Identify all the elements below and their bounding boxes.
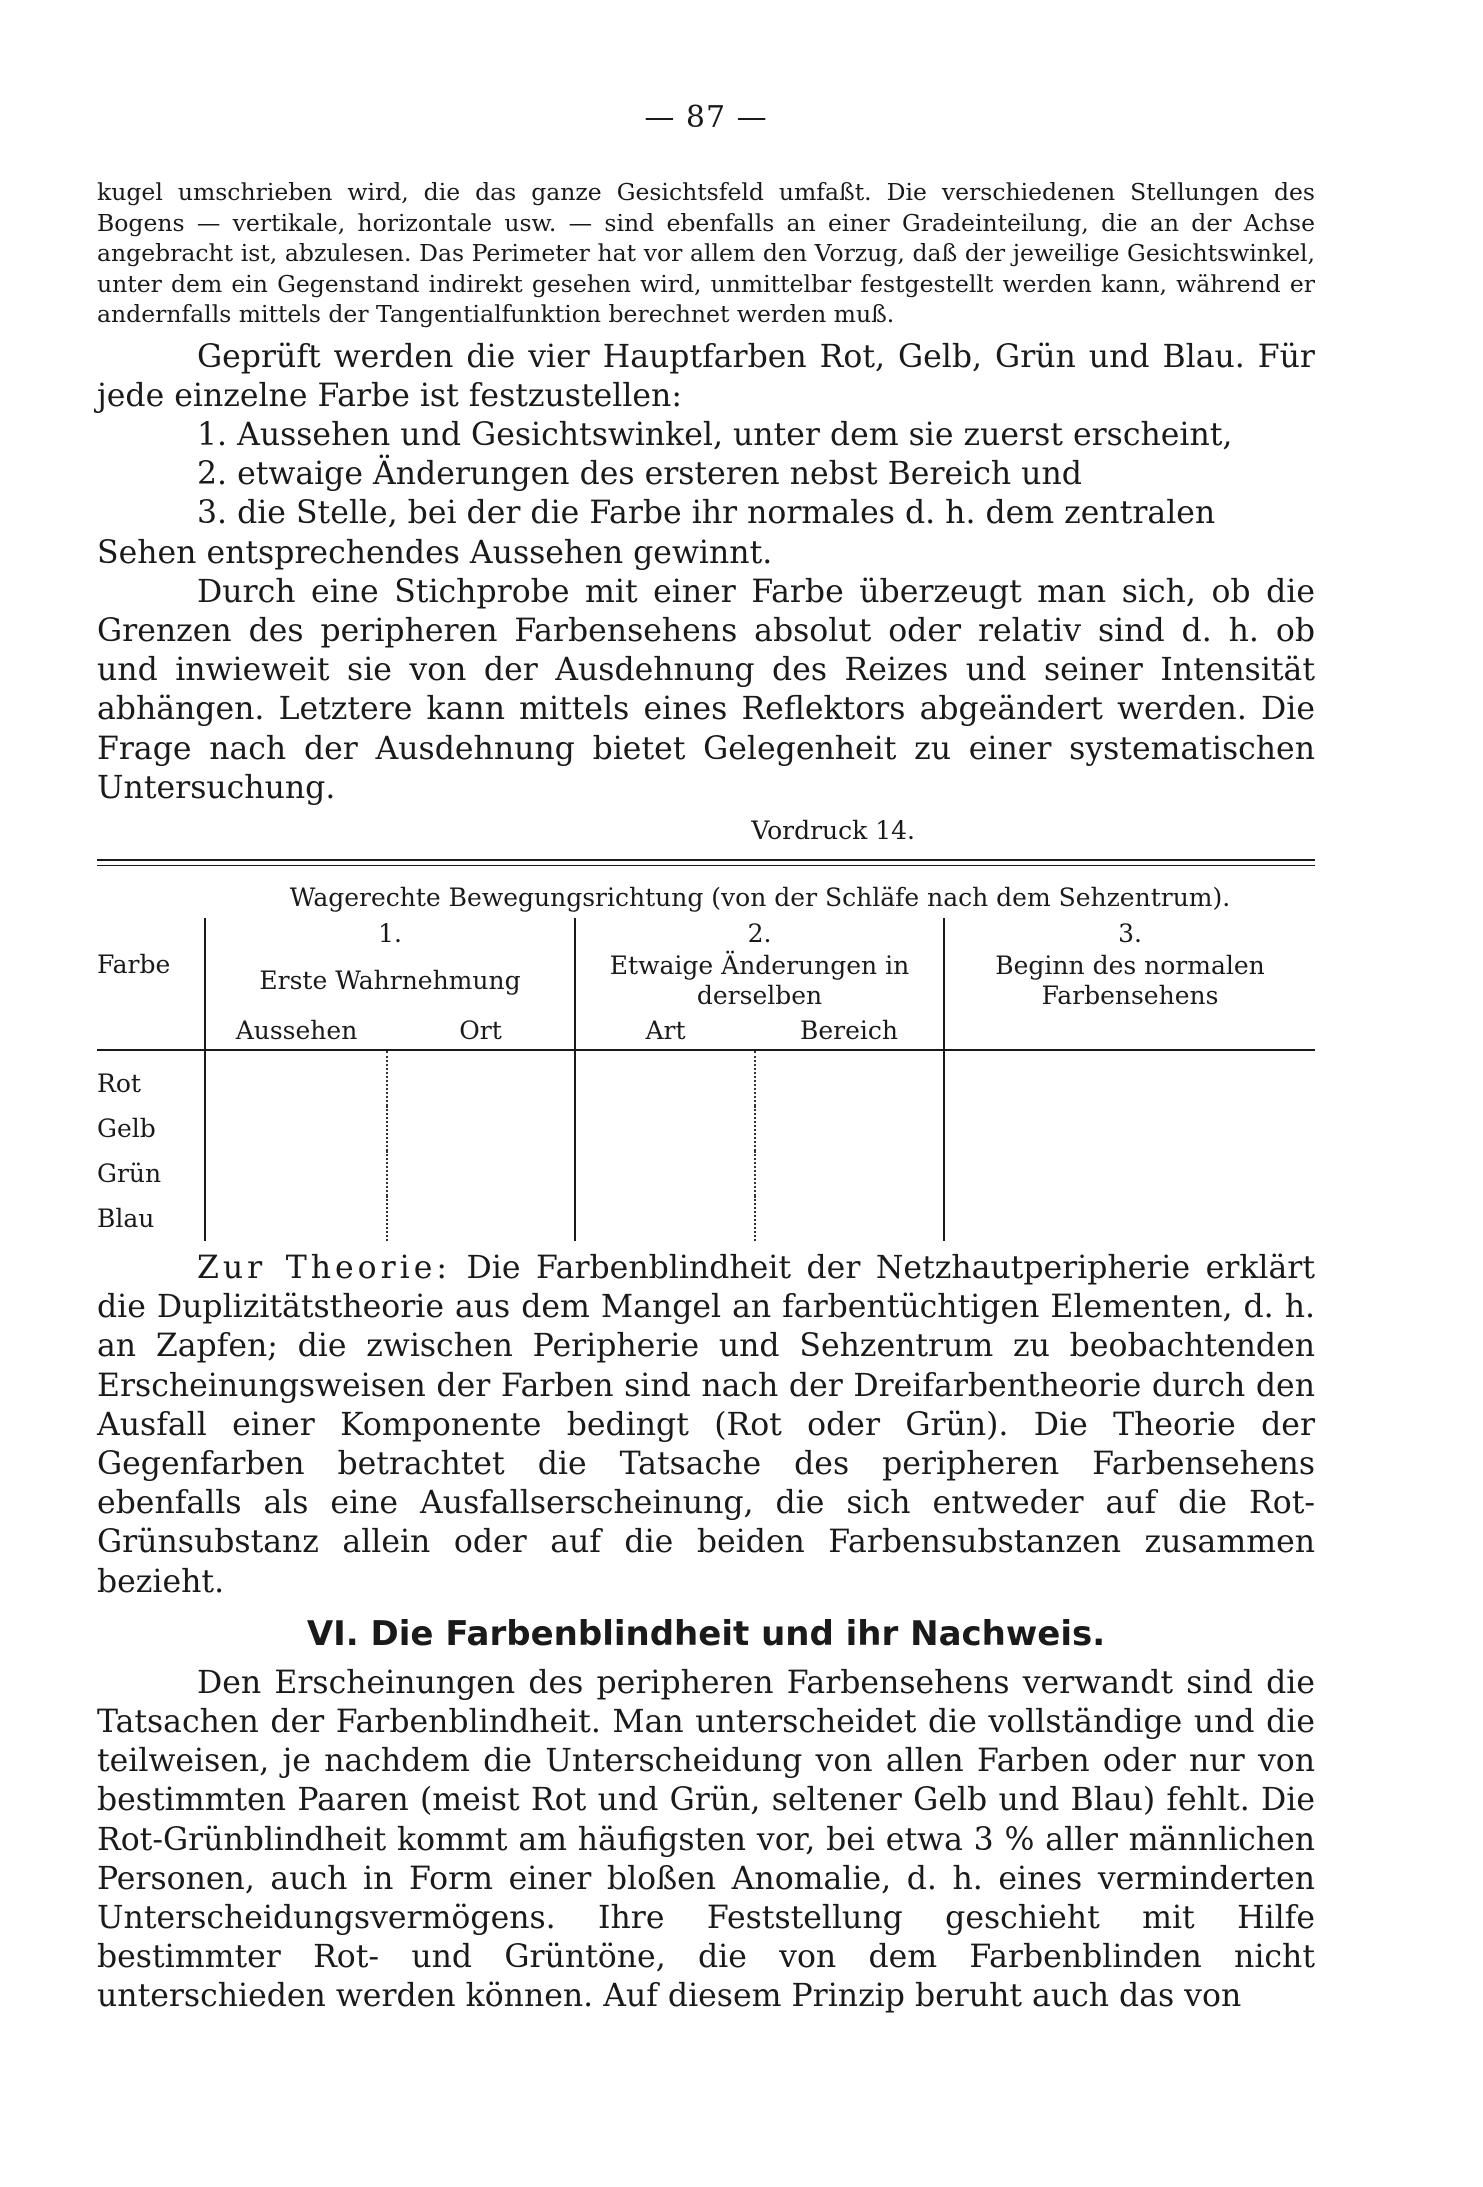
theory-paragraph xyxy=(97,1249,1315,1602)
col1-sub-ort: Ort xyxy=(459,1015,502,1045)
col2-number: 2. xyxy=(575,918,944,950)
list-item: 1. Aussehen und Gesichtswinkel, unter dem sie zuerst erscheint, xyxy=(197,416,1233,453)
section-heading: VI. Die Farbenblindheit und ihr Nachweis. xyxy=(306,1613,1106,1654)
double-rule xyxy=(97,859,1315,866)
col1-sub-aussehen: Aussehen xyxy=(205,1012,387,1050)
theory-text: Die Farbenblindheit der Netzhautperipherie erklärt die Duplizitätstheorie aus dem Mangel an farbentüchtigen Elementen, d. h. an Zapfen; die zwischen Peripherie und Sehzentrum zu beobachtenden Erscheinungsweisen der Farben sind nach der Dreifarbentheorie durch den Ausfall einer Komponente bedingt (Rot oder Grün). Die Theorie der Gegenfarben betrachtet die Tatsache des peripheren Farbensehens ebenfalls als eine Ausfallserscheinung, die sich entweder auf die Rot-Grünsubstanz allein oder auf die beiden Farbensubstanzen zusammen bezieht. xyxy=(97,1249,1315,1600)
row-label-gelb: Gelb xyxy=(97,1113,156,1143)
col1-title: Erste Wahrnehmung xyxy=(205,950,575,1012)
intro-block xyxy=(97,177,1315,330)
form-caption: Vordruck 14. xyxy=(751,815,915,845)
paragraph-colors: Geprüft werden die vier Hauptfarben Rot, Gelb, Grün und Blau. Für jede einzelne Farbe ist festzustellen: xyxy=(97,338,1315,414)
list-item: 2. etwaige Änderungen des ersteren nebst Bereich und xyxy=(197,456,1082,493)
farbe-label: Farbe xyxy=(97,950,171,980)
body-block-1 xyxy=(97,338,1315,416)
col2-title: Etwaige Änderungen in derselben xyxy=(575,950,944,1012)
col2-sub-art: Art xyxy=(575,1012,755,1050)
row-label-rot: Rot xyxy=(97,1050,205,1106)
row-label-gruen: Grün xyxy=(97,1158,162,1188)
row-label-blau: Blau xyxy=(97,1203,155,1233)
intro-paragraph: kugel umschrieben wird, die das ganze Gesichtsfeld umfaßt. Die verschiedenen Stellungen des Bogens — vertikale, horizontale usw. — sind ebenfalls an einer Gradeinteilung, die an der Achse angebracht ist, abzulesen. Das Perimeter hat vor allem den Vorzug, daß der jeweilige Gesichtswinkel, unter dem ein Gegenstand indirekt gesehen wird, unmittelbar festgestellt werden kann, während er andernfalls mittels der Tangentialfunktion berechnet werden muß. xyxy=(97,178,1315,328)
paragraph-stichprobe: Durch eine Stichprobe mit einer Farbe überzeugt man sich, ob die Grenzen des peripheren Farbensehens absolut oder relativ sind d. h. ob und inwieweit sie von der Ausdehnung des Reizes und seiner Intensität abhängen. Letztere kann mittels eines Reflektors abgeändert werden. Die Frage nach der Ausdehnung bietet Gelegenheit zu einer systematischen Untersuchung. xyxy=(97,573,1315,806)
theory-label: Zur Theorie: xyxy=(197,1249,452,1286)
checklist xyxy=(97,416,1315,534)
list-continuation: Sehen entsprechendes Aussehen gewinnt. xyxy=(97,534,773,571)
page xyxy=(97,100,1315,2017)
col3-number: 3. xyxy=(944,918,1315,950)
col1-number: 1. xyxy=(205,918,575,950)
col3-title: Beginn des normalen Farbensehens xyxy=(944,950,1315,1012)
form-table xyxy=(97,878,1315,1241)
form-header: Wagerechte Bewegungsrichtung (von der Schläfe nach dem Sehzentrum). xyxy=(289,883,1231,913)
page-number: — 87 — xyxy=(644,100,768,135)
col2-sub-bereich: Bereich xyxy=(799,1015,898,1045)
paragraph-farbenblindheit: Den Erscheinungen des peripheren Farbensehens verwandt sind die Tatsachen der Farbenblindheit. Man unterscheidet die vollständige und die teilweisen, je nachdem die Unterscheidung von allen Farben oder nur von bestimmten Paaren (meist Rot und Grün, seltener Gelb und Blau) fehlt. Die Rot-Grünblindheit kommt am häufigsten vor, bei etwa 3 % aller männlichen Personen, auch in Form einer bloßen Anomalie, d. h. eines verminderten Unterscheidungsvermögens. Ihre Feststellung geschieht mit Hilfe bestimmter Rot- und Grüntöne, die von dem Farbenblinden nicht unterschieden werden können. Auf diesem Prinzip beruht auch das von xyxy=(97,1664,1315,2015)
list-item: 3. die Stelle, bei der die Farbe ihr normales d. h. dem zentralen xyxy=(197,495,1216,532)
